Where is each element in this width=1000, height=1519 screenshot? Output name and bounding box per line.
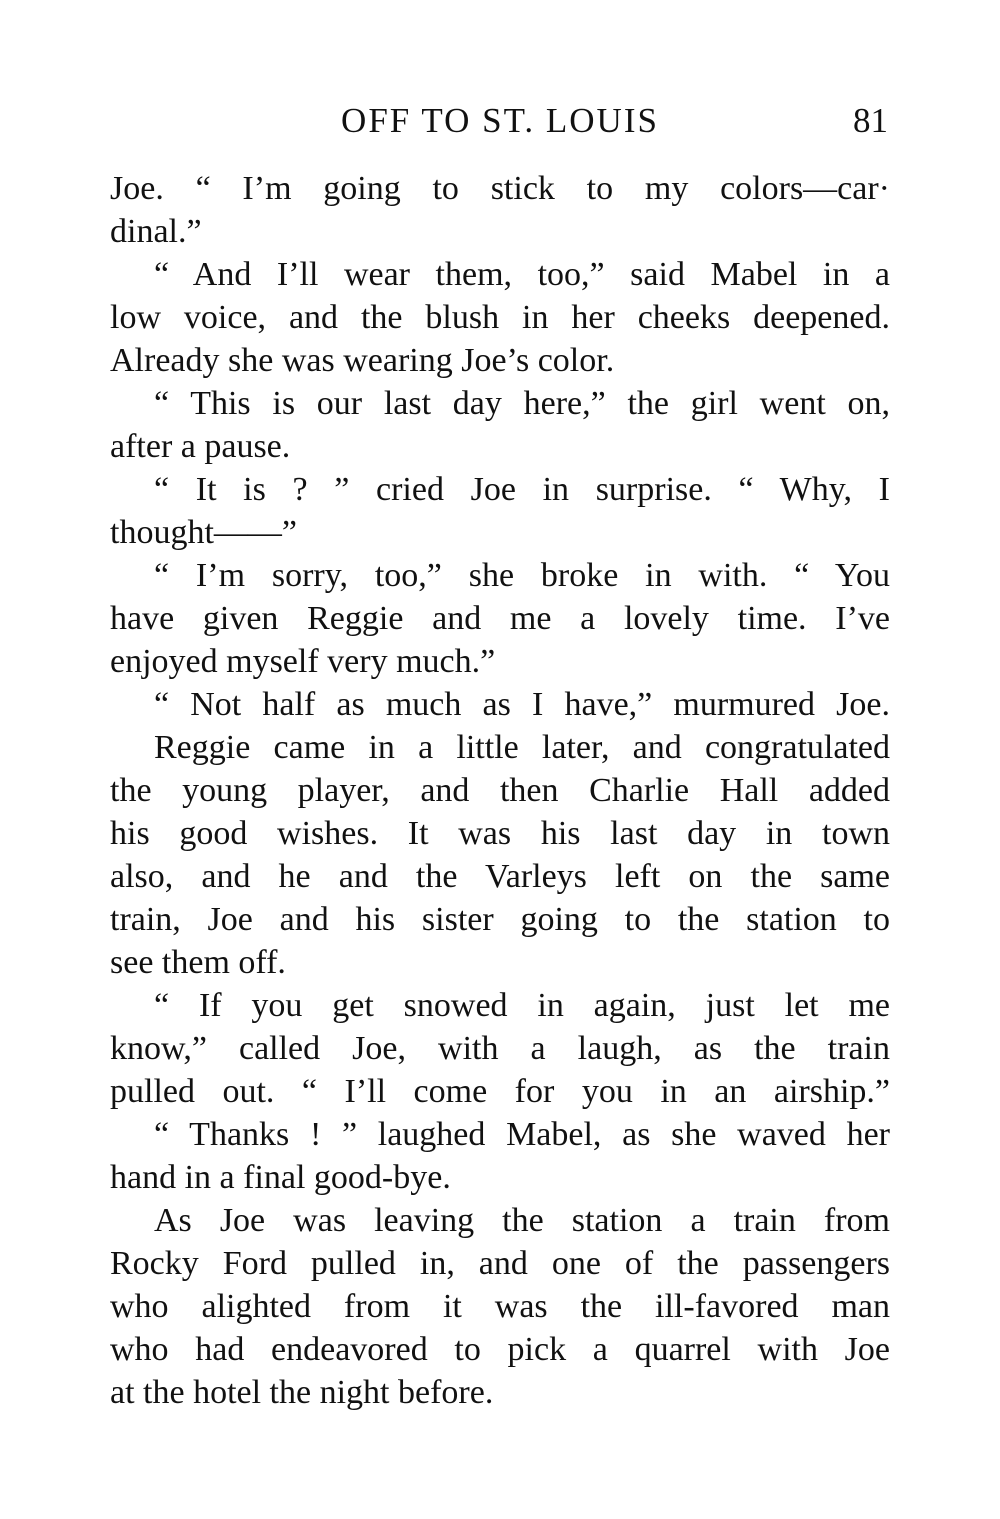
text-line: hand in a final good-bye. bbox=[110, 1159, 451, 1196]
text-line: “ And I’ll wear them, too,” said Mabel in a bbox=[154, 256, 890, 293]
text-line: “ It is ? ” cried Joe in surprise. “ Why, I bbox=[154, 471, 890, 508]
text-line: thought——” bbox=[110, 514, 297, 551]
text-line: “ This is our last day here,” the girl went on, bbox=[154, 385, 890, 422]
text-line: the young player, and then Charlie Hall added bbox=[110, 772, 890, 809]
text-line: Joe. “ I’m going to stick to my colors—car· bbox=[110, 170, 890, 207]
page-header bbox=[110, 96, 890, 146]
running-title: OFF TO ST. LOUIS bbox=[341, 101, 659, 140]
text-line: enjoyed myself very much.” bbox=[110, 643, 496, 680]
text-line: see them off. bbox=[110, 944, 286, 981]
text-line: who alighted from it was the ill-favored man bbox=[110, 1288, 890, 1325]
text-line: “ If you get snowed in again, just let me bbox=[154, 987, 890, 1024]
text-line: Already she was wearing Joe’s color. bbox=[110, 342, 615, 379]
text-line: after a pause. bbox=[110, 428, 291, 465]
text-line: who had endeavored to pick a quarrel with Joe bbox=[110, 1331, 890, 1368]
text-line: know,” called Joe, with a laugh, as the train bbox=[110, 1030, 890, 1067]
page-number: 81 bbox=[853, 101, 888, 140]
text-line: dinal.” bbox=[110, 213, 202, 250]
text-line: also, and he and the Varleys left on the same bbox=[110, 858, 890, 895]
text-line: pulled out. “ I’ll come for you in an airship.” bbox=[110, 1073, 890, 1110]
text-line: “ I’m sorry, too,” she broke in with. “ You bbox=[154, 557, 890, 594]
body-text bbox=[110, 167, 890, 1414]
text-line: have given Reggie and me a lovely time. I’ve bbox=[110, 600, 890, 637]
text-line: As Joe was leaving the station a train from bbox=[154, 1202, 890, 1239]
text-line: his good wishes. It was his last day in town bbox=[110, 815, 890, 852]
text-line: train, Joe and his sister going to the station to bbox=[110, 901, 890, 938]
text-line: Rocky Ford pulled in, and one of the passengers bbox=[110, 1245, 890, 1282]
text-line: “ Thanks ! ” laughed Mabel, as she waved her bbox=[154, 1116, 890, 1153]
text-line: Reggie came in a little later, and congratulated bbox=[154, 729, 890, 766]
text-line: low voice, and the blush in her cheeks deepened. bbox=[110, 299, 890, 336]
text-line: at the hotel the night before. bbox=[110, 1374, 494, 1411]
text-line: “ Not half as much as I have,” murmured Joe. bbox=[154, 686, 890, 723]
